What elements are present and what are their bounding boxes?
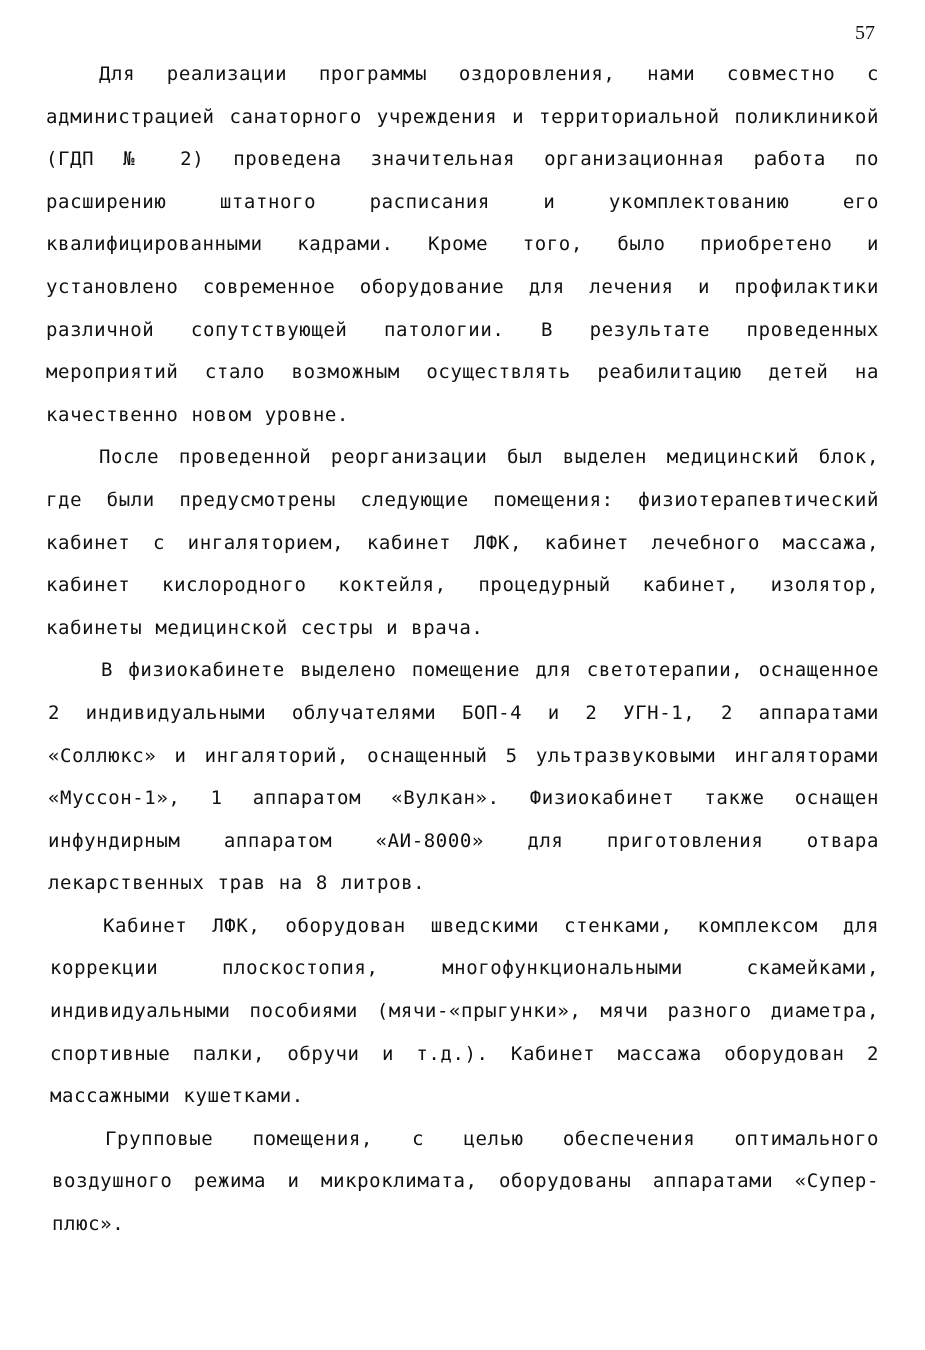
paragraph: В физиокабинете выделено помещение для светотерапии, оснащенное 2 индивидуальными облучателями БОП-4 и 2 УГН-1, 2 аппаратами «Соллюкс» и ингаляторий, оснащенный 5 ультразвуковыми ингаляторами «Муссон-1», 1 аппаратом «Вулкан». Физиокабинет также оснащен инфундирным аппаратом «АИ-8000» для приготовления отвара лекарственных трав на 8 литров. (48, 659, 879, 895)
paragraph: Кабинет ЛФК, оборудован шведскими стенками, комплексом для коррекции плоскостопия, многофункциональными скамейками, индивидуальными пособиями (мячи-«прыгунки», мячи разного диаметра, спортивные палки, обручи и т.д.). Кабинет массажа оборудован 2 массажными кушетками. (50, 914, 879, 1108)
paragraph: Для реализации программы оздоровления, нами совместно с администрацией санаторного учреждения и территориальной поликлиникой (ГДП № 2) проведена значительная организационная работа по расширению штатного расписания и укомплектованию его квалифицированными кадрами. Кроме того, было приобретено и установлено современное оборудование для лечения и профилактики различной сопутствующей патологии. В результате проведенных мероприятий стало возможным осуществлять реабилитацию детей на качественно новом уровне. (46, 63, 879, 426)
page-number: 57 (855, 22, 875, 44)
paragraph: Групповые помещения, с целью обеспечения оптимального воздушного режима и микроклимата, оборудованы аппаратами «Супер-плюс». (52, 1127, 879, 1236)
document-body (46, 53, 879, 1246)
paragraph: После проведенной реорганизации был выделен медицинский блок, где были предусмотрены следующие помещения: физиотерапевтический кабинет с ингаляторием, кабинет ЛФК, кабинет лечебного массажа, кабинет кислородного коктейля, процедурный кабинет, изолятор, кабинеты медицинской сестры и врача. (46, 446, 879, 639)
